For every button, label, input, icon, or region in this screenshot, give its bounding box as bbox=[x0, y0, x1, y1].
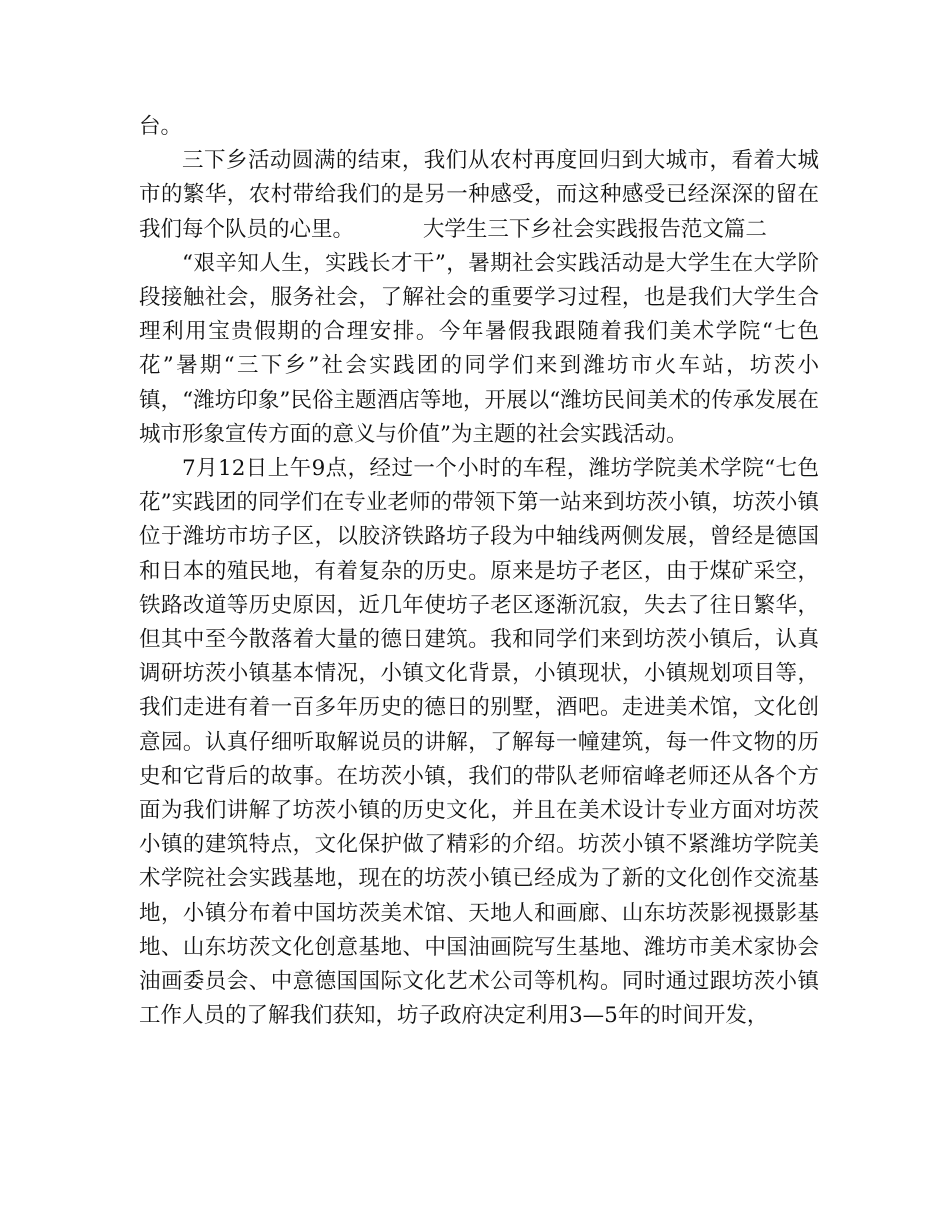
paragraph-conclusion-text: 三下乡活动圆满的结束，我们从农村再度回归到大城市，看着大城市的繁华，农村带给我们的是另一种感受，而这种感受已经深深的留在我们每个队员的心里。 bbox=[139, 148, 819, 242]
paragraph-continuation: 台。 bbox=[139, 114, 183, 139]
section-heading: 大学生三下乡社会实践报告范文篇二 bbox=[422, 216, 767, 242]
paragraph-visit: 7月12日上午9点，经过一个小时的车程，潍坊学院美术学院“七色花”实践团的同学们在专业老师的带领下第一站来到坊茨小镇，坊茨小镇位于潍坊市坊子区，以胶济铁路坊子段为中轴线两侧发展，曾经是德国和日本的殖民地，有着复杂的历史。原来是坊子老区，由于煤矿采空，铁路改道等历史原因，近几年使坊子老区逐渐沉寂，失去了往日繁华，但其中至今散落着大量的德日建筑。我和同学们来到坊茨小镇后，认真调研坊茨小镇基本情况，小镇文化背景，小镇现状，小镇规划项目等，我们走进有着一百多年历史的德日的别墅，酒吧。走进美术馆，文化创意园。认真仔细听取解说员的讲解，了解每一幢建筑，每一件文物的历史和它背后的故事。在坊茨小镇，我们的带队老师宿峰老师还从各个方面为我们讲解了坊茨小镇的历史文化，并且在美术设计专业方面对坊茨小镇的建筑特点，文化保护做了精彩的介绍。坊茨小镇不紧潍坊学院美术学院社会实践基地，现在的坊茨小镇已经成为了新的文化创作交流基地，小镇分布着中国坊茨美术馆、天地人和画廊、山东坊茨影视摄影基地、山东坊茨文化创意基地、中国油画院写生基地、潍坊市美术家协会油画委员会、中意德国国际文化艺术公司等机构。同时通过跟坊茨小镇工作人员的了解我们获知，坊子政府决定利用3—5年的时间开发， bbox=[139, 456, 819, 1029]
paragraph-conclusion bbox=[139, 144, 819, 247]
document-body bbox=[139, 110, 819, 1033]
paragraph-intro: “艰辛知人生，实践长才干”，暑期社会实践活动是大学生在大学阶段接触社会，服务社会，了解社会的重要学习过程，也是我们大学生合理利用宝贵假期的合理安排。今年暑假我跟随着我们美术学院“七色花”暑期“三下乡”社会实践团的同学们来到潍坊市火车站，坊茨小镇，“潍坊印象”民俗主题酒店等地，开展以“潍坊民间美术的传承发展在城市形象宣传方面的意义与价值”为主题的社会实践活动。 bbox=[139, 250, 819, 447]
